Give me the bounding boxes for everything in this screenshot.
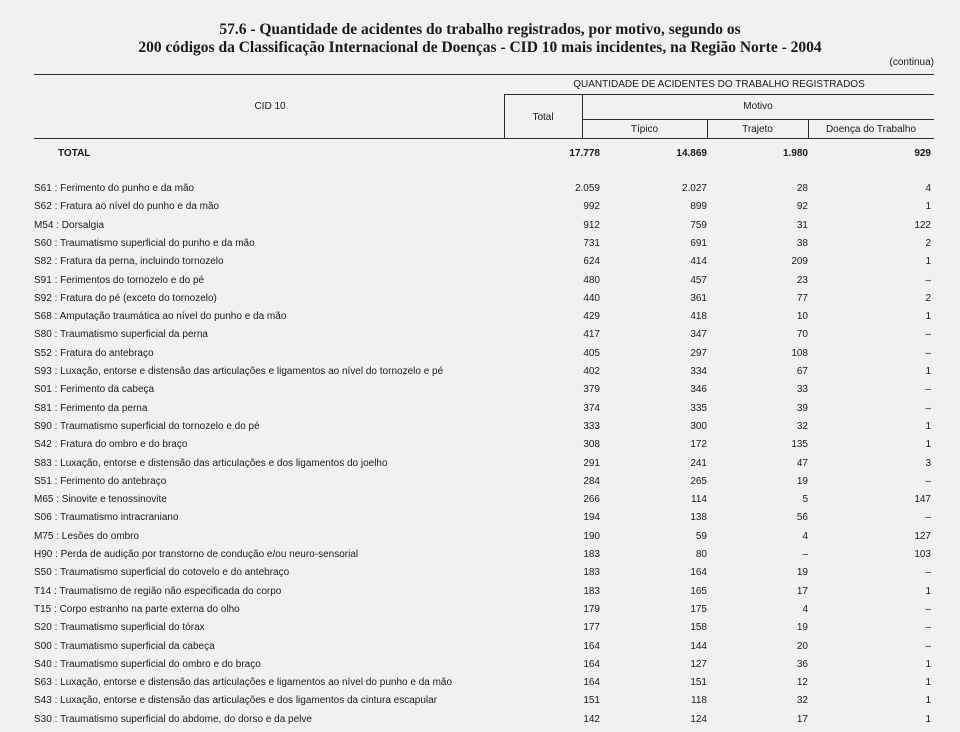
row-label: S06 : Traumatismo intracraniano bbox=[34, 512, 494, 523]
row-value-tipico: 118 bbox=[691, 695, 707, 707]
row-value-tipico: 347 bbox=[690, 329, 707, 341]
row-value-total: 183 bbox=[583, 549, 600, 560]
table-row bbox=[0, 366, 960, 384]
row-value-tipico: 151 bbox=[690, 677, 707, 689]
row-value-doenca: 127 bbox=[914, 530, 931, 542]
row-value-total: 151 bbox=[583, 695, 600, 707]
total-label: TOTAL bbox=[58, 148, 494, 159]
continua-label: (continua) bbox=[889, 57, 934, 68]
row-value-tipico: 158 bbox=[690, 622, 707, 634]
row-value-trajeto: 17 bbox=[796, 585, 808, 597]
row-value-doenca: 1 bbox=[925, 695, 931, 707]
row-label: S91 : Ferimentos do tornozelo e do pé bbox=[34, 275, 494, 286]
row-value-tipico: 127 bbox=[690, 658, 707, 670]
row-label: S43 : Luxação, entorse e distensão das articulações e dos ligamentos da cintura escapular bbox=[34, 695, 494, 706]
table-row bbox=[0, 586, 960, 604]
row-value-total: 731 bbox=[583, 237, 600, 249]
row-value-doenca: 1 bbox=[925, 439, 931, 451]
row-value-tipico: 297 bbox=[690, 347, 707, 359]
table-row bbox=[0, 293, 960, 311]
row-value-total: 164 bbox=[583, 658, 600, 670]
row-value-doenca: – bbox=[925, 640, 931, 652]
row-value-tipico: 144 bbox=[690, 640, 707, 652]
row-value-total: 266 bbox=[583, 494, 600, 506]
row-value-doenca: 147 bbox=[914, 494, 931, 506]
table-row bbox=[0, 201, 960, 219]
row-label: S40 : Traumatismo superficial do ombro e do braço bbox=[34, 659, 494, 670]
row-value-total: 333 bbox=[583, 420, 600, 432]
header-tipico: Típico bbox=[630, 124, 659, 135]
row-value-doenca: 2 bbox=[925, 292, 931, 304]
header-cid: CID 10 bbox=[254, 101, 286, 112]
row-value-trajeto: 19 bbox=[796, 475, 808, 487]
row-value-tipico: 899 bbox=[690, 201, 707, 213]
row-value-doenca: 3 bbox=[925, 457, 931, 469]
row-value-trajeto: 47 bbox=[796, 457, 808, 469]
row-value-doenca: – bbox=[925, 384, 931, 396]
row-value-trajeto: 31 bbox=[796, 219, 808, 231]
table-row bbox=[0, 311, 960, 329]
row-value-total: 402 bbox=[583, 366, 600, 377]
row-value-total: 142 bbox=[583, 713, 600, 725]
header-motivo-rule bbox=[582, 119, 934, 120]
row-label: H90 : Perda de audição por transtorno de condução e/ou neuro-sensorial bbox=[34, 549, 494, 560]
row-label: S90 : Traumatismo superficial do tornozelo e do pé bbox=[34, 421, 494, 432]
row-value-total: 190 bbox=[583, 530, 600, 542]
row-value-doenca: – bbox=[925, 603, 931, 615]
header-mid-rule bbox=[504, 94, 934, 95]
row-value-tipico: 691 bbox=[690, 237, 707, 249]
row-label: T15 : Corpo estranho na parte externa do olho bbox=[34, 604, 494, 615]
table-row bbox=[0, 549, 960, 567]
table-row bbox=[0, 512, 960, 530]
row-value-total: 164 bbox=[583, 640, 600, 652]
table-row bbox=[0, 458, 960, 476]
row-value-total: 284 bbox=[583, 475, 600, 487]
row-label: S42 : Fratura do ombro e do braço bbox=[34, 439, 494, 450]
row-value-trajeto: 56 bbox=[796, 512, 808, 524]
row-value-trajeto: 5 bbox=[802, 494, 808, 506]
table-row bbox=[0, 329, 960, 347]
row-value-tipico: 265 bbox=[690, 475, 707, 487]
row-value-doenca: – bbox=[925, 274, 931, 286]
row-value-total: 308 bbox=[583, 439, 600, 451]
row-label: S60 : Traumatismo superficial do punho e da mão bbox=[34, 238, 494, 249]
row-value-doenca: – bbox=[925, 347, 931, 359]
row-value-tipico: 124 bbox=[690, 713, 707, 725]
row-value-total: 179 bbox=[583, 603, 600, 615]
table-row bbox=[0, 384, 960, 402]
table-row bbox=[0, 677, 960, 695]
table-row bbox=[0, 714, 960, 732]
row-value-total: 417 bbox=[583, 329, 600, 341]
row-value-total: 183 bbox=[583, 585, 600, 597]
row-value-trajeto: 32 bbox=[796, 695, 808, 707]
row-label: S20 : Traumatismo superficial do tórax bbox=[34, 622, 494, 633]
table-title-line-2: 200 códigos da Classificação Internacional de Doenças - CID 10 mais incidentes, na Região Norte - 2004 bbox=[138, 39, 822, 56]
row-value-tipico: 114 bbox=[691, 494, 707, 506]
table-row bbox=[0, 604, 960, 622]
row-value-total: 992 bbox=[583, 201, 600, 213]
row-label: S51 : Ferimento do antebraço bbox=[34, 476, 494, 487]
row-value-doenca: 122 bbox=[914, 219, 931, 231]
header-motivo: Motivo bbox=[743, 101, 773, 112]
total-value-tipico: 14.869 bbox=[676, 148, 707, 159]
row-label: S30 : Traumatismo superficial do abdome, do dorso e da pelve bbox=[34, 714, 494, 725]
row-label: S68 : Amputação traumática ao nível do punho e da mão bbox=[34, 311, 494, 322]
table-row bbox=[0, 695, 960, 713]
header-quantidade: QUANTIDADE DE ACIDENTES DO TRABALHO REGISTRADOS bbox=[573, 79, 865, 90]
row-label: M54 : Dorsalgia bbox=[34, 220, 494, 231]
row-label: S80 : Traumatismo superficial da perna bbox=[34, 329, 494, 340]
row-value-trajeto: – bbox=[802, 549, 808, 560]
row-value-trajeto: 33 bbox=[796, 384, 808, 396]
table-row bbox=[0, 220, 960, 238]
row-value-doenca: 1 bbox=[925, 585, 931, 597]
row-value-trajeto: 92 bbox=[796, 201, 808, 213]
row-label: S81 : Ferimento da perna bbox=[34, 403, 494, 414]
table-row bbox=[0, 622, 960, 640]
row-label: S83 : Luxação, entorse e distensão das articulações e dos ligamentos do joelho bbox=[34, 458, 494, 469]
table-row bbox=[0, 659, 960, 677]
row-value-total: 2.059 bbox=[574, 183, 600, 194]
row-value-tipico: 418 bbox=[690, 311, 707, 323]
row-value-tipico: 759 bbox=[690, 219, 707, 231]
row-value-doenca: 1 bbox=[925, 677, 931, 689]
row-value-trajeto: 209 bbox=[791, 256, 808, 268]
row-value-tipico: 334 bbox=[690, 366, 707, 377]
row-value-total: 183 bbox=[583, 567, 600, 579]
row-value-doenca: 103 bbox=[914, 549, 931, 560]
row-value-tipico: 2.027 bbox=[681, 183, 707, 194]
row-label: S50 : Traumatismo superficial do cotovelo e do antebraço bbox=[34, 567, 494, 578]
row-value-total: 379 bbox=[583, 384, 600, 396]
row-value-tipico: 175 bbox=[690, 603, 707, 615]
row-value-tipico: 172 bbox=[690, 439, 707, 451]
row-value-trajeto: 20 bbox=[796, 640, 808, 652]
row-value-doenca: 1 bbox=[925, 201, 931, 213]
row-value-tipico: 241 bbox=[690, 457, 707, 469]
row-value-trajeto: 4 bbox=[802, 530, 808, 542]
table-title-line-1: 57.6 - Quantidade de acidentes do trabalho registrados, por motivo, segundo os bbox=[219, 21, 741, 38]
row-value-trajeto: 36 bbox=[796, 658, 808, 670]
row-value-total: 177 bbox=[583, 622, 600, 634]
table-row bbox=[0, 531, 960, 549]
row-value-tipico: 138 bbox=[690, 512, 707, 524]
row-value-trajeto: 108 bbox=[791, 347, 808, 359]
row-value-total: 912 bbox=[583, 219, 600, 231]
table-row bbox=[0, 476, 960, 494]
row-value-tipico: 80 bbox=[695, 549, 707, 560]
row-label: S82 : Fratura da perna, incluindo tornozelo bbox=[34, 256, 494, 267]
row-value-tipico: 164 bbox=[690, 567, 707, 579]
table-row bbox=[0, 494, 960, 512]
table-row bbox=[0, 403, 960, 421]
header-total: Total bbox=[532, 112, 554, 123]
table-row bbox=[0, 567, 960, 585]
row-value-total: 291 bbox=[583, 457, 600, 469]
row-value-tipico: 300 bbox=[690, 420, 707, 432]
row-value-doenca: – bbox=[925, 512, 931, 524]
row-value-total: 429 bbox=[583, 311, 600, 323]
row-value-trajeto: 32 bbox=[796, 420, 808, 432]
row-value-tipico: 414 bbox=[690, 256, 707, 268]
row-label: T14 : Traumatismo de região não especificada do corpo bbox=[34, 586, 494, 597]
table-row bbox=[0, 256, 960, 274]
total-value-total: 17.778 bbox=[569, 148, 600, 159]
row-value-trajeto: 19 bbox=[796, 567, 808, 579]
row-value-trajeto: 70 bbox=[796, 329, 808, 341]
row-value-tipico: 165 bbox=[690, 585, 707, 597]
row-value-total: 374 bbox=[583, 402, 600, 414]
row-value-trajeto: 77 bbox=[796, 292, 808, 304]
table-row bbox=[0, 275, 960, 293]
header-top-rule bbox=[34, 74, 934, 75]
row-value-doenca: 2 bbox=[925, 237, 931, 249]
row-value-doenca: – bbox=[925, 329, 931, 341]
row-label: S61 : Ferimento do punho e da mão bbox=[34, 183, 494, 194]
total-value-trajeto: 1.980 bbox=[782, 148, 808, 159]
row-label: M75 : Lesões do ombro bbox=[34, 531, 494, 542]
table-row bbox=[0, 439, 960, 457]
table-row bbox=[0, 183, 960, 201]
row-label: S62 : Fratura ao nível do punho e da mão bbox=[34, 201, 494, 212]
row-value-doenca: 1 bbox=[925, 256, 931, 268]
row-value-trajeto: 28 bbox=[796, 183, 808, 194]
row-value-doenca: 1 bbox=[925, 366, 931, 377]
row-label: S00 : Traumatismo superficial da cabeça bbox=[34, 641, 494, 652]
row-value-tipico: 361 bbox=[690, 292, 707, 304]
row-label: S93 : Luxação, entorse e distensão das articulações e ligamentos ao nível do tornozelo e pé bbox=[34, 366, 494, 377]
row-value-doenca: 1 bbox=[925, 311, 931, 323]
row-value-tipico: 59 bbox=[695, 530, 707, 542]
row-value-trajeto: 67 bbox=[796, 366, 808, 377]
row-value-tipico: 457 bbox=[690, 274, 707, 286]
row-value-trajeto: 10 bbox=[796, 311, 808, 323]
row-value-total: 480 bbox=[583, 274, 600, 286]
row-value-doenca: – bbox=[925, 475, 931, 487]
row-value-total: 440 bbox=[583, 292, 600, 304]
row-value-doenca: – bbox=[925, 402, 931, 414]
row-label: S01 : Ferimento da cabeça bbox=[34, 384, 494, 395]
row-value-doenca: 1 bbox=[925, 420, 931, 432]
row-label: S92 : Fratura do pé (exceto do tornozelo) bbox=[34, 293, 494, 304]
header-doenca: Doença do Trabalho bbox=[825, 124, 917, 135]
row-value-trajeto: 23 bbox=[796, 274, 808, 286]
row-value-trajeto: 4 bbox=[802, 603, 808, 615]
row-value-total: 624 bbox=[583, 256, 600, 268]
row-value-total: 194 bbox=[583, 512, 600, 524]
row-label: S63 : Luxação, entorse e distensão das articulações e ligamentos ao nível do punho e da mão bbox=[34, 677, 494, 688]
row-value-doenca: – bbox=[925, 622, 931, 634]
row-label: M65 : Sinovite e tenossinovite bbox=[34, 494, 494, 505]
total-row bbox=[0, 148, 960, 166]
row-value-tipico: 346 bbox=[690, 384, 707, 396]
table-row bbox=[0, 421, 960, 439]
row-value-trajeto: 19 bbox=[796, 622, 808, 634]
table-row bbox=[0, 348, 960, 366]
row-value-tipico: 335 bbox=[690, 402, 707, 414]
table-row bbox=[0, 641, 960, 659]
row-value-trajeto: 135 bbox=[791, 439, 808, 451]
row-label: S52 : Fratura do antebraço bbox=[34, 348, 494, 359]
row-value-trajeto: 17 bbox=[796, 713, 808, 725]
row-value-doenca: 1 bbox=[925, 713, 931, 725]
row-value-total: 164 bbox=[583, 677, 600, 689]
total-value-doenca: 929 bbox=[914, 148, 931, 159]
row-value-doenca: 1 bbox=[925, 658, 931, 670]
row-value-trajeto: 12 bbox=[796, 677, 808, 689]
table-row bbox=[0, 238, 960, 256]
header-bottom-rule bbox=[34, 138, 934, 139]
row-value-doenca: – bbox=[925, 567, 931, 579]
row-value-trajeto: 38 bbox=[796, 237, 808, 249]
header-trajeto: Trajeto bbox=[742, 124, 773, 135]
row-value-total: 405 bbox=[583, 347, 600, 359]
row-value-doenca: 4 bbox=[925, 183, 931, 194]
row-value-trajeto: 39 bbox=[796, 402, 808, 414]
